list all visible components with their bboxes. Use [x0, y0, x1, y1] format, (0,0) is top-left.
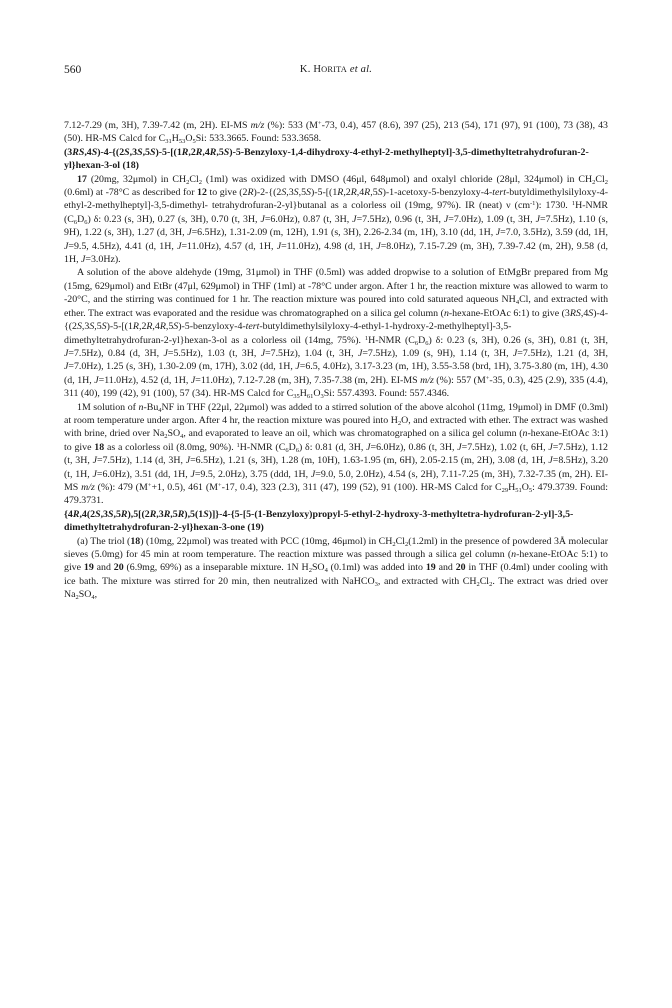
compound-title: {4R,4(2S,3S,5R),5[(2R,3R,5R),5(1S)]}-4-{5-[5-(1-Benzyloxy)propyl-5-ethyl-2-hydroxy-3-methyltetra-hydrofuran-2-yl]-3,5-dimethyltetrahydrofuran-2-yl}hexan-3-one (19): [64, 508, 574, 534]
page-header: [64, 64, 608, 80]
paragraph: A solution of the above aldehyde (19mg, 31μmol) in THF (0.5ml) was added dropwise to a solution of EtMgBr prepared from Mg (15mg, 629μmol) and EtBr (47μl, 629μmol) in THF (1ml) at -78°C under argon. After 1 hr, the reaction mixture was allowed to warm to -20°C, and the stirring was continued for 1 hr. The reaction mixture was poured into cold saturated aqueous $NH_4Cl$, and extracted with ether. The extract was evaporated and the residue was chromatographed on a silica gel column (n-hexane-EtOAc 6:1) to give (3RS,4S)-4-{(2S,3S,5S)-5-[(1R,2R,4R,5S)-5-benzyloxy-4-tert-butyldimethylsilyloxy-4-ethyl-1-hydroxy-2-methylheptyl]-3,5-dimethyltetrahydrofuran-2-yl}hexan-3-ol as a colorless oil (14mg, 75%). $^1$H-NMR $(C_6D_6)$ δ: 0.23 (s, 3H), 0.26 (s, 3H), 0.81 (t, 3H, J=7.5Hz), 0.84 (d, 3H, J=5.5Hz), 1.03 (t, 3H, J=7.5Hz), 1.04 (t, 3H, J=7.5Hz), 1.09 (s, 9H), 1.14 (t, 3H, J=7.5Hz), 1.21 (d, 3H, J=7.0Hz), 1.25 (s, 3H), 1.30-2.09 (m, 17H), 3.02 (dd, 1H, J=6.5, 4.0Hz), 3.17-3.23 (m, 1H), 3.55-3.58 (brd, 1H), 3.75-3.80 (m, 1H), 4.30 (d, 1H, J=11.0Hz), 4.52 (d, 1H, J=11.0Hz), 7.12-7.28 (m, 3H), 7.35-7.38 (m, 2H). EI-MS m/z (%): 557 (M+-35, 0.3), 425 (2.9), 335 (4.4), 311 (40), 199 (42), 91 (100), 57 (34). HR-MS Calcd for $C_{35}H_{61}O_3Si$: 557.4393. Found: 557.4346.: [64, 267, 609, 401]
running-head: K. HORITA et al.: [299, 64, 373, 75]
paragraph: 1M solution of $n-Bu_4NF$ in THF (22μl, 22μmol) was added to a stirred solution of the above alcohol (11mg, 19μmol) in DMF (0.3ml) at room temperature under argon. After 4 hr, the reaction mixture was poured into $H_2O$, and extracted with ether. The extract was washed with brine, dried over $Na_2SO_4$, and evaporated to leave an oil, which was chromatographed on a silica gel column (n-hexane-EtOAc 3:1) to give 18 as a colorless oil (8.0mg, 90%). $^1$H-NMR $(C_6D_6)$ δ: 0.81 (d, 3H, J=6.0Hz), 0.86 (t, 3H, J=7.5Hz), 1.02 (t, 6H, J=7.5Hz), 1.12 (t, 3H, J=7.5Hz), 1.14 (d, 3H, J=6.5Hz), 1.21 (s, 3H), 1.28 (m, 10H), 1.63-1.95 (m, 6H), 2.05-2.15 (m, 2H), 3.08 (d, 1H, J=8.5Hz), 3.20 (t, 1H, J=6.0Hz), 3.51 (dd, 1H, J=9.5, 2.0Hz), 3.75 (ddd, 1H, J=9.0, 5.0, 2.0Hz), 4.54 (s, 2H), 7.11-7.25 (m, 3H), 7.32-7.35 (m, 2H). EI-MS m/z (%): 479 (M++1, 0.5), 461 (M+-17, 0.4), 323 (2.3), 311 (47), 199 (52), 91 (100). HR-MS Calcd for $C_{29}H_{51}O_5$: 479.3739. Found: 479.3731.: [64, 401, 609, 507]
article-body: [64, 119, 608, 602]
paragraph: (a) The triol (18) (10mg, 22μmol) was treated with PCC (10mg, 46μmol) in $CH_2Cl_2(1.2ml)$ in the presence of powdered 3Å molecular sieves (5.0mg) for 45 min at room temperature. The reaction mixture was passed through a silica gel column (n-hexane-EtOAc 5:1) to give 19 and 20 (6.9mg, 69%) as a inseparable mixture. 1N $H_2SO_4$ (0.1ml) was added into 19 and 20 in THF (0.4ml) under cooling with ice bath. The mixture was stirred for 20 min, then neutralized with NaHCO$_3$, and extracted with $CH_2Cl_2$. The extract was dried over $Na_2SO_4$,: [64, 535, 608, 602]
paragraph: 17 (20mg, 32μmol) in $CH_2Cl_2$ (1ml) was oxidized with DMSO (46μl, 648μmol) and oxalyl chloride (28μl, 324μmol) in $CH_2Cl_2$ (0.6ml) at -78°C as described for 12 to give (2R)-2-{(2S,3S,5S)-5-[(1R,2R,4R,5S)-1-acetoxy-5-benzyloxy-4-tert-butyldimethylsilyloxy-4-ethyl-2-methylheptyl]-3,5-dimethyl- tetrahydrofuran-2-yl}butanal as a colorless oil (19mg, 97%). IR (neat) ν $(cm^{-1})$: 1730. $^1$H-NMR $(C_6D_6)$ δ: 0.23 (s, 3H), 0.27 (s, 3H), 0.70 (t, 3H, J=6.0Hz), 0.87 (t, 3H, J=7.5Hz), 0.96 (t, 3H, J=7.0Hz), 1.09 (t, 3H, J=7.5Hz), 1.10 (s, 9H), 1.22 (s, 3H), 1.27 (d, 3H, J=6.5Hz), 1.31-2.09 (m, 12H), 1.91 (s, 3H), 2.26-2.34 (m, 1H), 3.10 (dd, 1H, J=7.0, 3.5Hz), 3.59 (dd, 1H, J=9.5, 4.5Hz), 4.41 (d, 1H, J=11.0Hz), 4.57 (d, 1H, J=11.0Hz), 4.98 (d, 1H, J=8.0Hz), 7.15-7.29 (m, 3H), 7.39-7.42 (m, 2H), 9.58 (d, 1H, J=3.0Hz).: [64, 173, 608, 266]
compound-title: (3RS,4S)-4-{(2S,3S,5S)-5-[(1R,2R,4R,5S)-5-Benzyloxy-1,4-dihydroxy-4-ethyl-2-methylheptyl]-3,5-dimethyltetrahydrofuran-2-yl}hexan-3-ol (18): [64, 146, 589, 172]
page-number: 560: [64, 64, 82, 76]
paragraph: 7.12-7.29 (m, 3H), 7.39-7.42 (m, 2H). EI-MS m/z (%): 533 (M+-73, 0.4), 457 (8.6), 397 (25), 213 (54), 171 (97), 91 (100), 73 (38), 43 (50). HR-MS Calcd for $C_{31}H_{53}O_5Si$: 533.3665. Found: 533.3658.: [64, 120, 608, 146]
